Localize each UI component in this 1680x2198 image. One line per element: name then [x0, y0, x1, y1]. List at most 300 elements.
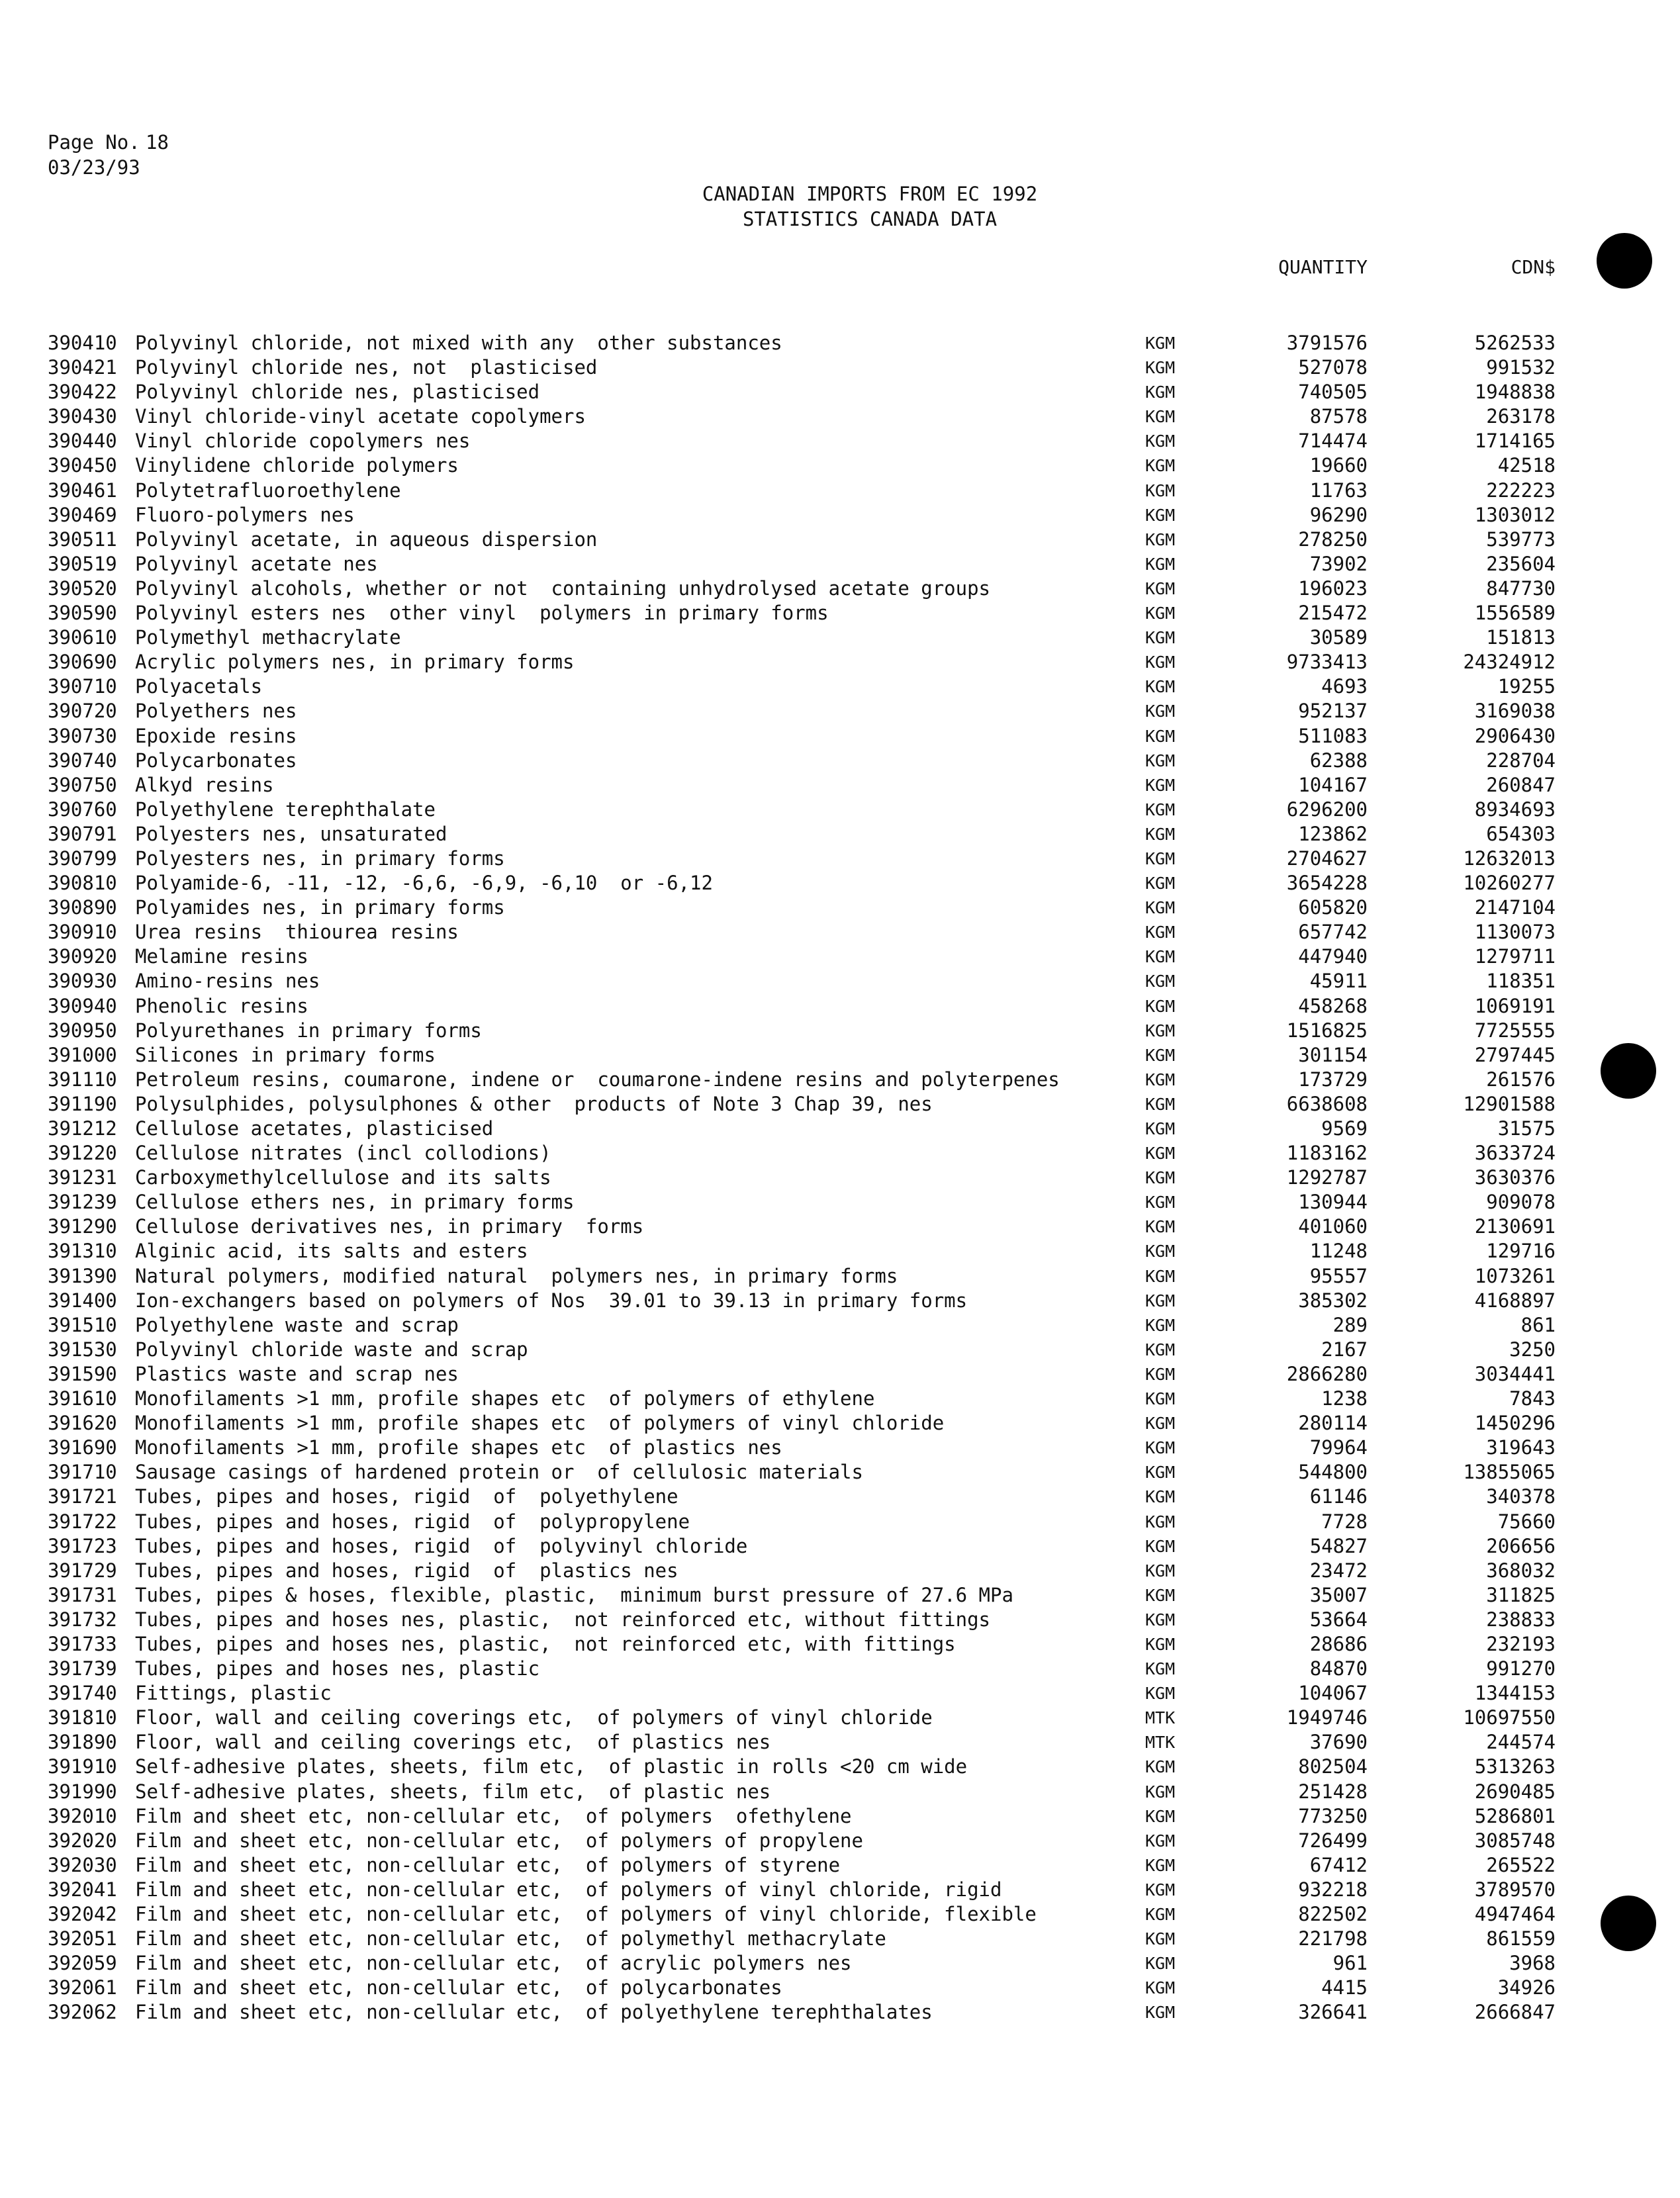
table-row: [48, 1068, 1563, 1092]
quantity-value: 30589: [1309, 626, 1368, 649]
quantity-value: 932218: [1298, 1878, 1368, 1901]
cdn-dollar-value: 206656: [1486, 1534, 1556, 1557]
cdn-dollar-value: 232193: [1486, 1632, 1556, 1655]
commodity-description: Polyvinyl chloride nes, not plasticised: [135, 356, 598, 379]
table-row: [48, 1460, 1563, 1485]
quantity-value: 1516825: [1286, 1019, 1368, 1042]
cdn-dollar-value: 8934693: [1474, 798, 1556, 821]
table-row: [48, 724, 1563, 749]
commodity-code: 390810: [48, 872, 117, 895]
cdn-dollar-value: 118351: [1486, 970, 1556, 993]
commodity-description: Polyesters nes, in primary forms: [135, 847, 505, 870]
unit-of-measure: KGM: [1145, 1487, 1176, 1507]
commodity-code: 391510: [48, 1313, 117, 1336]
cdn-dollar-value: 129716: [1486, 1240, 1556, 1263]
commodity-code: 391000: [48, 1043, 117, 1066]
unit-of-measure: KGM: [1145, 1782, 1176, 1802]
cdn-dollar-value: 1130073: [1474, 921, 1556, 944]
quantity-value: 822502: [1298, 1903, 1368, 1925]
commodity-code: 390930: [48, 970, 117, 993]
unit-of-measure: KGM: [1145, 874, 1176, 893]
table-row: [48, 944, 1563, 969]
quantity-value: 289: [1332, 1313, 1368, 1336]
commodity-code: 391110: [48, 1068, 117, 1091]
commodity-code: 392042: [48, 1903, 117, 1925]
quantity-value: 2704627: [1286, 847, 1368, 870]
table-row: [48, 625, 1563, 650]
quantity-value: 173729: [1298, 1068, 1368, 1091]
unit-of-measure: KGM: [1145, 996, 1176, 1016]
commodity-code: 391739: [48, 1657, 117, 1680]
table-row: [48, 1092, 1563, 1117]
cdn-dollar-value: 235604: [1486, 552, 1556, 575]
table-row: [48, 1141, 1563, 1166]
cdn-dollar-value: 1714165: [1474, 430, 1556, 453]
unit-of-measure: KGM: [1145, 1021, 1176, 1040]
commodity-description: Tubes, pipes and hoses, rigid of plastics nes: [135, 1559, 678, 1582]
commodity-code: 391731: [48, 1583, 117, 1606]
unit-of-measure: KGM: [1145, 702, 1176, 721]
cdn-dollar-value: 238833: [1486, 1608, 1556, 1631]
cdn-dollar-value: 31575: [1497, 1117, 1556, 1140]
commodity-code: 390740: [48, 749, 117, 772]
unit-of-measure: KGM: [1145, 383, 1176, 402]
cdn-dollar-value: 10697550: [1463, 1706, 1556, 1729]
table-row: [48, 1681, 1563, 1706]
unit-of-measure: KGM: [1145, 1757, 1176, 1777]
quantity-value: 952137: [1298, 700, 1368, 723]
quantity-value: 401060: [1298, 1215, 1368, 1238]
unit-of-measure: KGM: [1145, 1954, 1176, 1974]
commodity-description: Polyvinyl chloride waste and scrap: [135, 1338, 528, 1361]
cdn-dollar-value: 2147104: [1474, 896, 1556, 919]
unit-of-measure: KGM: [1145, 529, 1176, 549]
commodity-description: Film and sheet etc, non-cellular etc, of acrylic polymers nes: [135, 1952, 852, 1975]
unit-of-measure: KGM: [1145, 898, 1176, 918]
commodity-description: Film and sheet etc, non-cellular etc, of polymers of vinyl chloride, rigid: [135, 1878, 1002, 1901]
unit-of-measure: KGM: [1145, 1463, 1176, 1483]
commodity-description: Polyesters nes, unsaturated: [135, 822, 447, 845]
unit-of-measure: KGM: [1145, 407, 1176, 427]
unit-of-measure: KGM: [1145, 1315, 1176, 1335]
unit-of-measure: KGM: [1145, 1634, 1176, 1654]
commodity-code: 390720: [48, 700, 117, 723]
table-row: [48, 1730, 1563, 1755]
unit-of-measure: KGM: [1145, 1438, 1176, 1458]
table-row: [48, 798, 1563, 822]
commodity-description: Epoxide resins: [135, 724, 297, 747]
table-row: [48, 1780, 1563, 1804]
unit-of-measure: KGM: [1145, 456, 1176, 476]
unit-of-measure: KGM: [1145, 432, 1176, 451]
cdn-dollar-value: 1073261: [1474, 1264, 1556, 1287]
page-number-line: [48, 130, 169, 155]
table-row: [48, 355, 1563, 380]
table-row: [48, 1853, 1563, 1878]
commodity-code: 391212: [48, 1117, 117, 1140]
punch-hole: [1601, 1896, 1656, 1951]
cdn-dollar-value: 222223: [1486, 479, 1556, 502]
table-row: [48, 1289, 1563, 1313]
commodity-code: 391710: [48, 1461, 117, 1484]
cdn-dollar-value: 991270: [1486, 1657, 1556, 1680]
table-row: [48, 920, 1563, 944]
table-row: [48, 674, 1563, 699]
commodity-description: Film and sheet etc, non-cellular etc, of polymethyl methacrylate: [135, 1927, 886, 1950]
quantity-value: 79964: [1309, 1436, 1368, 1459]
quantity-value: 7728: [1321, 1510, 1368, 1533]
report-subtitle: STATISTICS CANADA DATA: [742, 208, 998, 230]
unit-of-measure: KGM: [1145, 1610, 1176, 1629]
table-row: [48, 1510, 1563, 1534]
quantity-value: 3791576: [1286, 332, 1368, 354]
table-row: [48, 1338, 1563, 1362]
commodity-description: Film and sheet etc, non-cellular etc, of polymers of styrene: [135, 1853, 841, 1876]
cdn-dollar-value: 263178: [1486, 405, 1556, 428]
cdn-dollar-value: 2906430: [1474, 724, 1556, 747]
commodity-description: Tubes, pipes & hoses, flexible, plastic, minimum burst pressure of 27.6 MPa: [135, 1583, 1013, 1606]
table-row: [48, 1019, 1563, 1043]
unit-of-measure: KGM: [1145, 824, 1176, 844]
commodity-description: Polyacetals: [135, 675, 263, 698]
commodity-code: 391190: [48, 1092, 117, 1115]
quantity-value: 2866280: [1286, 1362, 1368, 1385]
unit-of-measure: KGM: [1145, 972, 1176, 991]
commodity-description: Ion-exchangers based on polymers of Nos 39.01 to 39.13 in primary forms: [135, 1289, 968, 1312]
commodity-code: 392062: [48, 2001, 117, 2024]
unit-of-measure: KGM: [1145, 1880, 1176, 1900]
cdn-dollar-value: 10260277: [1463, 872, 1556, 895]
quantity-value: 61146: [1309, 1485, 1368, 1508]
commodity-description: Polyvinyl esters nes other vinyl polymers in primary forms: [135, 602, 829, 625]
unit-of-measure: KGM: [1145, 604, 1176, 623]
cdn-dollar-value: 228704: [1486, 749, 1556, 772]
commodity-description: Urea resins thiourea resins: [135, 921, 459, 944]
unit-of-measure: KGM: [1145, 334, 1176, 353]
cdn-dollar-value: 311825: [1486, 1583, 1556, 1606]
cdn-dollar-value: 2690485: [1474, 1780, 1556, 1803]
table-row: [48, 1976, 1563, 2000]
unit-of-measure: KGM: [1145, 554, 1176, 574]
table-row: [48, 1411, 1563, 1436]
commodity-code: 392051: [48, 1927, 117, 1950]
value-column-header: CDN$: [1511, 256, 1556, 278]
cdn-dollar-value: 3968: [1509, 1952, 1556, 1975]
cdn-dollar-value: 847730: [1486, 576, 1556, 600]
table-row: [48, 1583, 1563, 1608]
commodity-code: 390440: [48, 430, 117, 453]
table-row: [48, 429, 1563, 453]
table-row: [48, 1239, 1563, 1263]
page-number: 18: [146, 131, 169, 154]
unit-of-measure: KGM: [1145, 775, 1176, 795]
commodity-description: Film and sheet etc, non-cellular etc, of polyethylene terephthalates: [135, 2001, 933, 2024]
cdn-dollar-value: 1069191: [1474, 994, 1556, 1017]
cdn-dollar-value: 13855065: [1463, 1461, 1556, 1484]
commodity-description: Natural polymers, modified natural polymers nes, in primary forms: [135, 1264, 898, 1287]
table-row: [48, 331, 1563, 355]
quantity-value: 28686: [1309, 1632, 1368, 1655]
commodity-code: 390410: [48, 332, 117, 354]
commodity-description: Cellulose acetates, plasticised: [135, 1117, 494, 1140]
unit-of-measure: KGM: [1145, 848, 1176, 868]
commodity-code: 390760: [48, 798, 117, 821]
commodity-code: 391732: [48, 1608, 117, 1631]
quantity-value: 11248: [1309, 1240, 1368, 1263]
table-row: [48, 773, 1563, 798]
commodity-description: Polyvinyl chloride nes, plasticised: [135, 381, 540, 404]
quantity-value: 73902: [1309, 552, 1368, 575]
table-row: [48, 1657, 1563, 1681]
unit-of-measure: KGM: [1145, 1831, 1176, 1851]
quantity-value: 11763: [1309, 479, 1368, 502]
cdn-dollar-value: 1450296: [1474, 1412, 1556, 1435]
commodity-code: 390730: [48, 724, 117, 747]
commodity-description: Self-adhesive plates, sheets, film etc, of plastic in rolls <20 cm wide: [135, 1755, 968, 1778]
cdn-dollar-value: 861: [1520, 1313, 1556, 1336]
commodity-description: Film and sheet etc, non-cellular etc, of polymers ofethylene: [135, 1804, 852, 1827]
table-row: [48, 650, 1563, 674]
quantity-value: 280114: [1298, 1412, 1368, 1435]
unit-of-measure: KGM: [1145, 1045, 1176, 1065]
unit-of-measure: KGM: [1145, 628, 1176, 648]
table-row: [48, 749, 1563, 773]
unit-of-measure: KGM: [1145, 1364, 1176, 1384]
table-row: [48, 1264, 1563, 1289]
commodity-description: Film and sheet etc, non-cellular etc, of polycarbonates: [135, 1976, 782, 1999]
quantity-value: 802504: [1298, 1755, 1368, 1778]
unit-of-measure: KGM: [1145, 1536, 1176, 1556]
commodity-code: 391910: [48, 1755, 117, 1778]
table-row: [48, 1608, 1563, 1632]
quantity-value: 1183162: [1286, 1142, 1368, 1165]
unit-of-measure: KGM: [1145, 1193, 1176, 1213]
quantity-value: 511083: [1298, 724, 1368, 747]
quantity-value: 53664: [1309, 1608, 1368, 1631]
table-row: [48, 1436, 1563, 1460]
commodity-description: Polyamide-6, -11, -12, -6,6, -6,9, -6,10 or -6,12: [135, 872, 713, 895]
commodity-description: Polycarbonates: [135, 749, 297, 772]
unit-of-measure: KGM: [1145, 1585, 1176, 1605]
table-row: [48, 1190, 1563, 1214]
commodity-description: Polyvinyl acetate, in aqueous dispersion: [135, 527, 598, 551]
quantity-value: 9733413: [1286, 651, 1368, 674]
cdn-dollar-value: 319643: [1486, 1436, 1556, 1459]
table-row: [48, 1804, 1563, 1829]
commodity-description: Monofilaments >1 mm, profile shapes etc of polymers of vinyl chloride: [135, 1412, 945, 1435]
commodity-code: 390520: [48, 576, 117, 600]
table-row: [48, 994, 1563, 1019]
unit-of-measure: KGM: [1145, 726, 1176, 746]
cdn-dollar-value: 2130691: [1474, 1215, 1556, 1238]
unit-of-measure: KGM: [1145, 1414, 1176, 1434]
quantity-value: 67412: [1309, 1853, 1368, 1876]
commodity-code: 390690: [48, 651, 117, 674]
quantity-value: 4415: [1321, 1976, 1368, 1999]
commodity-description: Self-adhesive plates, sheets, film etc, of plastic nes: [135, 1780, 771, 1803]
punch-hole: [1601, 1043, 1656, 1099]
unit-of-measure: KGM: [1145, 1168, 1176, 1188]
quantity-value: 278250: [1298, 527, 1368, 551]
quantity-value: 19660: [1309, 454, 1368, 477]
commodity-code: 391690: [48, 1436, 117, 1459]
commodity-code: 392030: [48, 1853, 117, 1876]
commodity-code: 390799: [48, 847, 117, 870]
commodity-code: 390430: [48, 405, 117, 428]
table-row: [48, 1166, 1563, 1190]
commodity-description: Melamine resins: [135, 945, 308, 968]
table-row: [48, 1387, 1563, 1411]
commodity-code: 392061: [48, 1976, 117, 1999]
cdn-dollar-value: 3034441: [1474, 1362, 1556, 1385]
unit-of-measure: KGM: [1145, 505, 1176, 525]
quantity-value: 326641: [1298, 2001, 1368, 2024]
commodity-description: Sausage casings of hardened protein or of cellulosic materials: [135, 1461, 863, 1484]
commodity-description: Fittings, plastic: [135, 1682, 332, 1705]
quantity-value: 221798: [1298, 1927, 1368, 1950]
cdn-dollar-value: 654303: [1486, 822, 1556, 845]
quantity-value: 104067: [1298, 1682, 1368, 1705]
commodity-code: 391810: [48, 1706, 117, 1729]
table-row: [48, 1362, 1563, 1387]
report-title: CANADIAN IMPORTS FROM EC 1992: [702, 183, 1038, 205]
cdn-dollar-value: 75660: [1497, 1510, 1556, 1533]
commodity-code: 391231: [48, 1166, 117, 1189]
quantity-value: 773250: [1298, 1804, 1368, 1827]
cdn-dollar-value: 2797445: [1474, 1043, 1556, 1066]
quantity-value: 961: [1332, 1952, 1368, 1975]
page-header: [48, 130, 169, 180]
table-row: [48, 527, 1563, 552]
commodity-code: 391721: [48, 1485, 117, 1508]
unit-of-measure: KGM: [1145, 578, 1176, 598]
cdn-dollar-value: 3169038: [1474, 700, 1556, 723]
page-number-label: Page No.: [48, 131, 140, 154]
quantity-value: 458268: [1298, 994, 1368, 1017]
cdn-dollar-value: 909078: [1486, 1191, 1556, 1214]
table-row: [48, 1559, 1563, 1583]
commodity-description: Carboxymethylcellulose and its salts: [135, 1166, 551, 1189]
quantity-value: 6296200: [1286, 798, 1368, 821]
commodity-code: 390940: [48, 994, 117, 1017]
unit-of-measure: KGM: [1145, 1905, 1176, 1924]
table-row: [48, 453, 1563, 478]
commodity-description: Tubes, pipes and hoses, rigid of polypropylene: [135, 1510, 690, 1533]
commodity-description: Vinyl chloride copolymers nes: [135, 430, 471, 453]
table-row: [48, 404, 1563, 429]
commodity-code: 390750: [48, 773, 117, 796]
commodity-code: 391620: [48, 1412, 117, 1435]
commodity-description: Polyethylene waste and scrap: [135, 1313, 459, 1336]
table-row: [48, 1829, 1563, 1853]
commodity-code: 391530: [48, 1338, 117, 1361]
cdn-dollar-value: 1279711: [1474, 945, 1556, 968]
commodity-description: Monofilaments >1 mm, profile shapes etc of polymers of ethylene: [135, 1387, 875, 1410]
cdn-dollar-value: 4947464: [1474, 1903, 1556, 1925]
commodity-description: Cellulose ethers nes, in primary forms: [135, 1191, 575, 1214]
cdn-dollar-value: 19255: [1497, 675, 1556, 698]
table-row: [48, 1632, 1563, 1657]
commodity-description: Alginic acid, its salts and esters: [135, 1240, 528, 1263]
unit-of-measure: KGM: [1145, 1855, 1176, 1875]
table-row: [48, 1706, 1563, 1730]
cdn-dollar-value: 1556589: [1474, 602, 1556, 625]
table-row: [48, 969, 1563, 993]
quantity-column-header: QUANTITY: [1278, 256, 1368, 278]
commodity-code: 391890: [48, 1731, 117, 1754]
commodity-description: Monofilaments >1 mm, profile shapes etc of plastics nes: [135, 1436, 782, 1459]
table-row: [48, 1117, 1563, 1141]
commodity-description: Polyurethanes in primary forms: [135, 1019, 482, 1042]
commodity-description: Polymethyl methacrylate: [135, 626, 401, 649]
unit-of-measure: KGM: [1145, 1659, 1176, 1679]
table-row: [48, 1902, 1563, 1927]
commodity-description: Polyethers nes: [135, 700, 297, 723]
unit-of-measure: KGM: [1145, 1561, 1176, 1580]
commodity-code: 390450: [48, 454, 117, 477]
quantity-value: 35007: [1309, 1583, 1368, 1606]
cdn-dollar-value: 2666847: [1474, 2001, 1556, 2024]
table-row: [48, 1951, 1563, 1976]
commodity-description: Floor, wall and ceiling coverings etc, of polymers of vinyl chloride: [135, 1706, 933, 1729]
quantity-value: 96290: [1309, 503, 1368, 526]
unit-of-measure: KGM: [1145, 1119, 1176, 1138]
commodity-description: Polyvinyl chloride, not mixed with any other substances: [135, 332, 782, 354]
unit-of-measure: KGM: [1145, 1217, 1176, 1237]
quantity-value: 84870: [1309, 1657, 1368, 1680]
commodity-code: 390421: [48, 356, 117, 379]
cdn-dollar-value: 3630376: [1474, 1166, 1556, 1189]
table-row: [48, 699, 1563, 723]
quantity-value: 301154: [1298, 1043, 1368, 1066]
commodity-description: Tubes, pipes and hoses nes, plastic: [135, 1657, 540, 1680]
unit-of-measure: KGM: [1145, 800, 1176, 819]
quantity-value: 447940: [1298, 945, 1368, 968]
quantity-value: 2167: [1321, 1338, 1368, 1361]
cdn-dollar-value: 260847: [1486, 773, 1556, 796]
table-row: [48, 552, 1563, 576]
commodity-code: 390791: [48, 822, 117, 845]
commodity-code: 391220: [48, 1142, 117, 1165]
unit-of-measure: KGM: [1145, 1340, 1176, 1359]
cdn-dollar-value: 7725555: [1474, 1019, 1556, 1042]
table-row: [48, 479, 1563, 503]
quantity-value: 251428: [1298, 1780, 1368, 1803]
commodity-description: Petroleum resins, coumarone, indene or coumarone-indene resins and polyterpenes: [135, 1068, 1060, 1091]
commodity-code: 390910: [48, 921, 117, 944]
cdn-dollar-value: 5262533: [1474, 332, 1556, 354]
commodity-code: 390511: [48, 527, 117, 551]
commodity-code: 391990: [48, 1780, 117, 1803]
commodity-code: 391390: [48, 1264, 117, 1287]
cdn-dollar-value: 3633724: [1474, 1142, 1556, 1165]
table-row: [48, 1214, 1563, 1239]
cdn-dollar-value: 861559: [1486, 1927, 1556, 1950]
unit-of-measure: KGM: [1145, 653, 1176, 672]
cdn-dollar-value: 340378: [1486, 1485, 1556, 1508]
quantity-value: 104167: [1298, 773, 1368, 796]
commodity-description: Polyamides nes, in primary forms: [135, 896, 505, 919]
commodity-description: Amino-resins nes: [135, 970, 320, 993]
commodity-description: Polyethylene terephthalate: [135, 798, 436, 821]
quantity-value: 23472: [1309, 1559, 1368, 1582]
commodity-code: 392059: [48, 1952, 117, 1975]
commodity-code: 390890: [48, 896, 117, 919]
table-row: [48, 1534, 1563, 1559]
unit-of-measure: KGM: [1145, 1291, 1176, 1310]
unit-of-measure: KGM: [1145, 677, 1176, 697]
commodity-description: Floor, wall and ceiling coverings etc, of plastics nes: [135, 1731, 771, 1754]
